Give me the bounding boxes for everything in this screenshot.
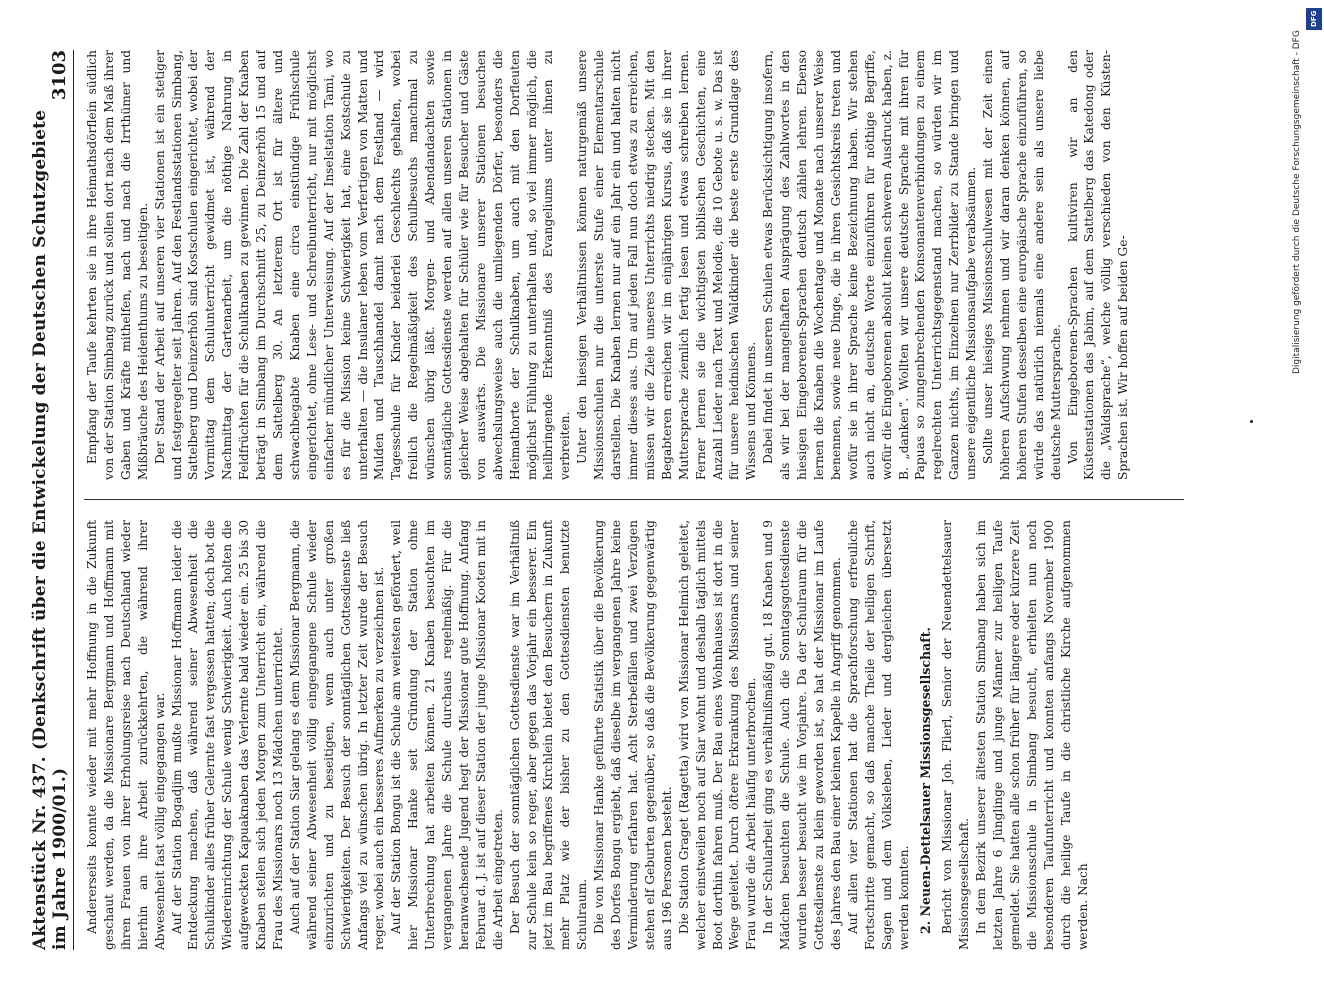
paragraph: Der Stand der Arbeit auf unseren vier Stationen ist ein stetiger und festgeregelter seit Jahren. Auf den Festlandsstationen Simbang, Sattelberg und Deinzerhöh sind Kostschulen eingerichtet, wobei der Vormittag dem Schulunterricht gewidmet ist, während der Nachmittag der Gartenarbeit, um die nöthige Nahrung in Feldfrüchten für die Schulknaben zu gewinnen. Die Zahl der Knaben beträgt in Simbang im Durchschnitt 25, zu Deinzerhöh 15 und auf dem Sattelberg 30. An letzterem Ort ist für ältere und schwachbegabte Knaben eine circa einstündige Frühschule eingerichtet, ohne Lese- und Schreibunterricht, nur mit möglichst einfacher mündlicher Unterweisung. Auf der Inselstation Tami, wo es für die Mission keine Schwierigkeit hat, eine Kostschule zu unterhalten — die Insulaner leben vom Verfertigen von Matten und Mulden und Tauschhandel damit nach dem Festland — wird Tagesschule für Kinder beiderlei Geschlechts gehalten, wobei freilich die Regelmäßigkeit des Schulbesuchs manchmal zu wünschen übrig läßt. Morgen- und Abendandachten sowie sonntägliche Gottesdienste werden auf allen unseren Stationen in gleicher Weise abgehalten für Schüler wie für Besucher und Gäste von auswärts. Die Missionare unserer Stationen besuchen abwechslungsweise auch die umliegenden Dörfer, besonders die Heimathorte der Schulknaben, um auch mit den Dorfleuten möglichst Fühlung zu unterhalten und, so viel immer möglich, die heilbringende Erkenntniß des Evangeliums unter ihnen zu verbreiten. xyxy=(152,50,573,480)
paragraph: In dem Bezirk unserer ältesten Station Simbang haben sich im letzten Jahre 6 Jünglinge und junge Männer zur heiligen Taufe gemeldet. Sie hatten alle schon früher für längere oder kürzere Zeit die Missionsschule in Simbang besucht, erhielten nun noch besonderen Taufunterricht und konnten anfangs November 1900 durch die heilige Taufe in die christliche Kirche aufgenommen werden. Nach xyxy=(974,520,1090,950)
column-divider xyxy=(84,499,1184,500)
paragraph: Auf der Station Bongu ist die Schule am weitesten gefördert, weil hier Missionar Hanke seit Gründung der Station ohne Unterbrechung hat arbeiten können. 21 Knaben besuchten im vergangenen Jahre die Schule durchaus regelmäßig. Für die heranwachsende Jugend hegt der Missionar gute Hoffnung. Anfang Februar d. J. ist auf dieser Station der junge Missionar Kooten mit in die Arbeit eingetreten. xyxy=(389,520,505,950)
dfg-logo: DFG xyxy=(1306,8,1322,30)
section-heading: 2. Neuen-Dettelsauer Missionsgesellschaft. xyxy=(918,627,934,934)
page-title: Aktenstück Nr. 437. (Denkschrift über die Entwickelung der Deutschen Schutzgebiete im Jahre 1900/01.) xyxy=(30,109,70,950)
scan-speck xyxy=(1250,420,1253,423)
paragraph: Die Station Graget (Ragetta) wird von Missionar Helmich geleitet, welcher einstweilen noch auf Siar wohnt und deshalb täglich mittels Boot dorthin fahren muß. Der Bau eines Wohnhauses ist dort in die Wege geleitet. Durch öftere Erkrankung des Missionars und seiner Frau wurde die Arbeit häufig unterbrochen. xyxy=(676,520,759,950)
paragraph: In der Schularbeit ging es verhältnißmäßig gut. 18 Knaben und 9 Mädchen besuchten die Schule. Auch die Sonntagsgottesdienste wurden besser besucht wie im Vorjahre. Da der Schulraum für die Gottesdienste zu klein geworden ist, so hat der Missionar im Laufe des Jahres den Bau einer kleinen Kapelle in Angriff genommen. xyxy=(761,520,843,950)
paragraph: Der Besuch der sonntäglichen Gottesdienste war im Verhältniß zur Schule kein so reger, aber gegen das Vorjahr ein besserer. Ein jetzt im Bau begriffenes Kirchlein bietet den Besuchern in Zukunft mehr Platz wie der bisher zu den Gottesdiensten benutzte Schulraum. xyxy=(507,520,590,950)
paragraph: Auf allen vier Stationen hat die Sprachforschung erfreuliche Fortschritte gemacht, so daß manche Theile der heiligen Schrift, Sagen und dem Volksleben, Lieder und dergleichen übersetzt werden konnten. xyxy=(845,520,911,950)
paragraph: Unter den hiesigen Verhältnissen können naturgemäß unsere Missionsschulen nur die unterste Stufe einer Elementarschule darstellen. Die Knaben lernen nur auf ein Jahr ein und halten nicht immer dieses aus. Um auf jeden Fall nun doch etwas zu erreichen, müssen wir die Ziele unseres Unterrichts niedrig stecken. Mit den Begabteren erreichen wir im einjährigen Kursus, daß sie in ihrer Muttersprache ziemlich fertig lesen und etwas schreiben lernen. Ferner lernen sie die wichtigsten biblischen Geschichten, eine Anzahl Lieder nach Text und Melodie, die 10 Gebote u. s. w. Das ist für unsere heidnischen Waldkinder die beste erste Grundlage des Wissens und Könnens. xyxy=(575,50,759,480)
paragraph: Die von Missionar Hanke geführte Statistik über die Bevölkerung des Dorfes Bongu ergiebt, daß dieselbe im vergangenen Jahre keine Verminderung erfahren hat. Acht Sterbefällen und zwei Verzügen stehen elf Geburten gegenüber, so daß die Bevölkerung gegenwärtig aus 196 Personen besteht. xyxy=(592,520,674,950)
paragraph: Auch auf der Station Siar gelang es dem Missionar Bergmann, die während seiner Abwesenheit völlig eingegangene Schule wieder einzurichten und zu beseitigen, wenn auch unter großen Schwierigkeiten. Der Besuch der sonntäglichen Gottesdienste ließ Anfangs viel zu wünschen übrig. In letzter Zeit wurde der Besuch reger, wobei auch ein besseres Aufmerken zu verzeichnen ist. xyxy=(287,520,387,950)
digitization-credit xyxy=(1290,30,1312,630)
report-intro: Bericht von Missionar Joh. Flierl, Senior der Neuendettelsauer Missionsgesellschaft. xyxy=(940,520,972,950)
paragraph: Andererseits konnte wieder mit mehr Hoffnung in die Zukunft geschaut werden, da die Missionare Bergmann und Hoffmann mit ihren Frauen von ihrer Erholungsreise nach Deutschland wieder hierhin an ihre Arbeit zurückkehrten, die während ihrer Abwesenheit fast völlig eingegangen war. xyxy=(85,520,167,950)
paragraph: Sollte unser hiesiges Missionsschulwesen mit der Zeit einen höheren Aufschwung nehmen und wir daran denken können, auf höheren Stufen desselben eine europäische Sprache einzuführen, so würde das natürlich niemals eine andere sein als unsere liebe deutsche Muttersprache. xyxy=(981,50,1063,480)
paragraph: Empfang der Taufe kehrten sie in ihre Heimathsdörflein südlich von der Station Simbang zurück und sollen dort nach dem Maß ihrer Gaben und Kräfte mithelfen, nach und nach die Irrthümer und Mißbräuche des Heidenthums zu beseitigen. xyxy=(85,50,150,480)
credit-text: Digitalisierung gefördert durch die Deutsche Forschungsgemeinschaft - DFG xyxy=(1292,30,1302,374)
page-number: 3103 xyxy=(49,50,70,101)
document-page xyxy=(30,50,1190,950)
paragraph: Auf der Station Bogadjim mußte Missionar Hoffmann leider die Entdeckung machen, daß während seiner Abwesenheit die Schulkinder alles früher Gelernte fast vergessen hatten; doch bot die Wiedereinrichtung der Schule wenig Schwierigkeit. Auch holten die aufgeweckten Kapuaknaben das Verlernte bald wieder ein. 25 bis 30 Knaben stellen sich jeden Morgen zum Unterricht ein, während die Frau des Missionars noch 13 Mädchen unterrichtet. xyxy=(169,520,285,950)
text-column-left xyxy=(84,520,1184,950)
page-header xyxy=(30,50,74,950)
text-column-right xyxy=(84,50,1184,480)
paragraph: Von Eingeborenen-Sprachen kultiviren wir an den Küstenstationen das Jabim, auf dem Sattelberg das Katedong oder die „Waldsprache“, welche völlig verschieden von den Küsten-Sprachen ist. Wir hoffen auf beiden Ge- xyxy=(1065,50,1131,480)
paragraph: Dabei findet in unseren Schulen etwas Berücksichtigung insofern, als wir bei der mangelhaften Ausprägung des Zahlwortes in den hiesigen Eingeborenen-Sprachen deutsch zählen lehren. Ebenso lernen die Knaben die Wochentage und Monate nach unserer Weise benennen, sowie neue Dinge, die in ihren Gesichtskreis treten und wofür sie in ihrer Sprache keine Bezeichnung haben. Wir stehen auch nicht an, deutsche Worte einzuführen für nöthige Begriffe, wofür die Eingeborenen absolut keinen schweren Ausdruck haben, z. B. „danken“. Wollten wir unsere deutsche Sprache mit ihren für Papuas so zungenbrechenden Konsonantenverbindungen zu einem regelrechten Unterrichtsgegenstand machen, so würden wir im Ganzen nichts, im Einzelnen nur Zerrbilder zu Stande bringen und unsere eigentliche Missionsaufgabe verabsäumen. xyxy=(761,50,979,480)
